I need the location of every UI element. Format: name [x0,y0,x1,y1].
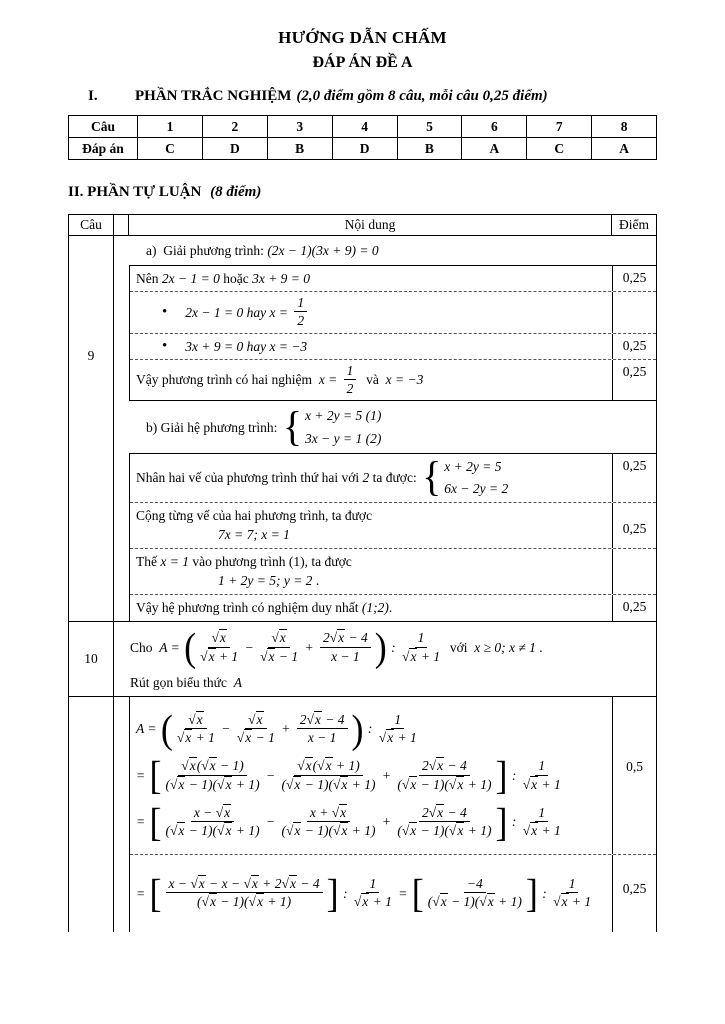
score-row [130,454,656,502]
row-content [130,855,612,931]
question-number-cell [69,236,114,621]
mcq-answer-cell: A [462,138,527,160]
formula-line: 2x − 1 = 0 hay x = $\frac{1}{2}$ [185,295,310,329]
mcq-answer-cell: D [202,138,267,160]
score-value: 0,25 [612,503,656,548]
question-number-cell [69,697,114,932]
mcq-cell: 6 [462,116,527,138]
mcq-cell: Đáp án [69,138,138,160]
header-spacer [114,215,129,235]
score-row [130,291,656,332]
essay-table [68,214,657,932]
mcq-answer-cell: B [397,138,462,160]
formula-line: = [ $\frac{√x(√x - 1)}{(√x - 1)(√x + 1)}$ − $\frac{√x(√x + 1)}{(√x - 1)(√x + 1)}$ + $\frac{2√x - 4}{(√x - 1)(√x + 1)}$ ] : $\frac{1}{√x + 1}$ [136,752,561,798]
essay-table-header [69,215,656,236]
question-10-working-section [69,696,656,932]
row-content [130,334,612,360]
formula-line: 1 + 2y = 5; y = 2 . [218,573,320,589]
score-row [130,502,656,548]
formula-line: Vậy phương trình có hai nghiệm x = $\frac{1}{2}$ và x = −3 [136,363,424,397]
formula-line: Cho A = ( $\frac{√x}{√x + 1}$ − $\frac{√x}{√x - 1}$ + $\frac{2√x - 4}{x - 1}$ ) : $\frac{1}{√x + 1}$ với x ≥ 0; x ≠ 1 . [130,624,543,670]
mcq-answer-cell: A [592,138,657,160]
section-1-heading [68,88,657,105]
row-content [130,454,612,502]
score-row [130,359,656,400]
question-10-section [69,621,656,697]
question-number: 10 [84,650,98,666]
mcq-answer-table [68,115,657,160]
row-content [130,360,612,400]
score-value: 0,25 [612,334,656,360]
row-content [130,697,612,854]
score-block-9a [129,265,656,402]
section-1-note: (2,0 điểm gồm 8 câu, mỗi câu 0,25 điểm) [296,88,548,104]
score-value [612,292,656,332]
mcq-answers-row [69,138,657,160]
score-value: 0,25 [612,266,656,292]
formula-line: Vậy hệ phương trình có nghiệm duy nhất (1;2) . [136,599,393,615]
page-subtitle: ĐÁP ÁN ĐỀ A [312,54,413,71]
mcq-answer-cell: C [138,138,203,160]
mcq-answer-cell: D [332,138,397,160]
score-value: 0,5 [612,697,656,854]
section-2-note: (8 điểm) [210,184,262,200]
formula-line: a) Giải phương trình: (2x − 1)(3x + 9) = 0 [146,243,379,258]
row-content [130,292,612,332]
mcq-cell: 2 [202,116,267,138]
question-number: 9 [87,348,95,363]
score-block-9b [129,453,656,621]
score-row [130,548,656,594]
score-value: 0,25 [612,855,656,931]
section-1-title: PHẦN TRẮC NGHIỆM [135,88,292,104]
question-10-working-body [114,697,656,932]
page-title: HƯỚNG DẪN CHẤM [278,28,447,47]
formula-line: A = ( $\frac{√x}{√x + 1}$ − $\frac{√x}{√x - 1}$ + $\frac{2√x - 4}{x - 1}$ ) : $\frac{1}{√x + 1}$ [136,706,417,752]
bullet-icon: • [162,337,168,354]
question-9-body [114,236,656,621]
question-number-cell [69,622,114,697]
row-content [130,503,612,548]
mcq-answer-cell: C [527,138,592,160]
score-value: 0,25 [612,595,656,621]
score-row [130,266,656,292]
question-10-body [114,622,656,697]
formula-line: Cộng từng vế của hai phương trình, ta được [136,507,373,523]
score-row [130,697,656,854]
score-value [612,549,656,594]
score-row [130,333,656,360]
header-diem: Điểm [619,217,649,232]
formula-line: b) Giải hệ phương trình: { x + 2y = 5 (1) 3x − y = 1 (2) [146,402,382,451]
question-9b-statement [114,401,656,452]
row-content [130,549,612,594]
section-2-heading [68,184,657,201]
section-1-numeral: I. [88,88,98,104]
bullet-icon: • [162,303,168,320]
row-content [130,266,612,292]
score-value: 0,25 [612,454,656,502]
score-value: 0,25 [612,360,656,400]
header-cau: Câu [69,215,114,235]
row-content [130,595,612,621]
question-9-section [69,236,656,621]
mcq-cell: 4 [332,116,397,138]
formula-line: Nhân hai vế của phương trình thứ hai với 2 ta được: { x + 2y = 5 6x − 2y = 2 [136,453,509,501]
section-2-title: II. PHẦN TỰ LUẬN [68,184,202,200]
formula-line: 7x = 7; x = 1 [218,527,290,543]
formula-line: Rút gọn biểu thức A [130,674,242,690]
mcq-cell: 7 [527,116,592,138]
mcq-header-row [69,116,657,138]
question-10-statement [114,622,656,671]
mcq-cell: 1 [138,116,203,138]
mcq-cell: 8 [592,116,657,138]
formula-line: 3x + 9 = 0 hay x = −3 [185,338,308,354]
formula-line: = [ $\frac{x - √x - x - √x + 2√x - 4}{(√x - 1)(√x + 1)}$ ] : $\frac{1}{√x + 1}$ = [ $\frac{-4}{(√x - 1)(√x + 1)}$ ] : $\frac{1}{√x + 1}$ [136,870,592,916]
question-9a-statement [114,236,656,265]
mcq-cell: 5 [397,116,462,138]
question-10-task [114,671,656,697]
mcq-cell: 3 [267,116,332,138]
formula-line: Thế x = 1 vào phương trình (1), ta được [136,553,352,569]
score-block-10 [129,697,656,932]
score-row [130,854,656,931]
formula-line: = [ $\frac{x - √x}{(√x - 1)(√x + 1)}$ − $\frac{x + √x}{(√x - 1)(√x + 1)}$ + $\frac{2√x - 4}{(√x - 1)(√x + 1)}$ ] : $\frac{1}{√x + 1}$ [136,799,561,844]
formula-line: Nên 2x − 1 = 0 hoặc 3x + 9 = 0 [136,270,311,286]
score-row [130,594,656,621]
mcq-answer-cell: B [267,138,332,160]
header-noidung: Nội dung [129,215,612,235]
mcq-cell: Câu [69,116,138,138]
